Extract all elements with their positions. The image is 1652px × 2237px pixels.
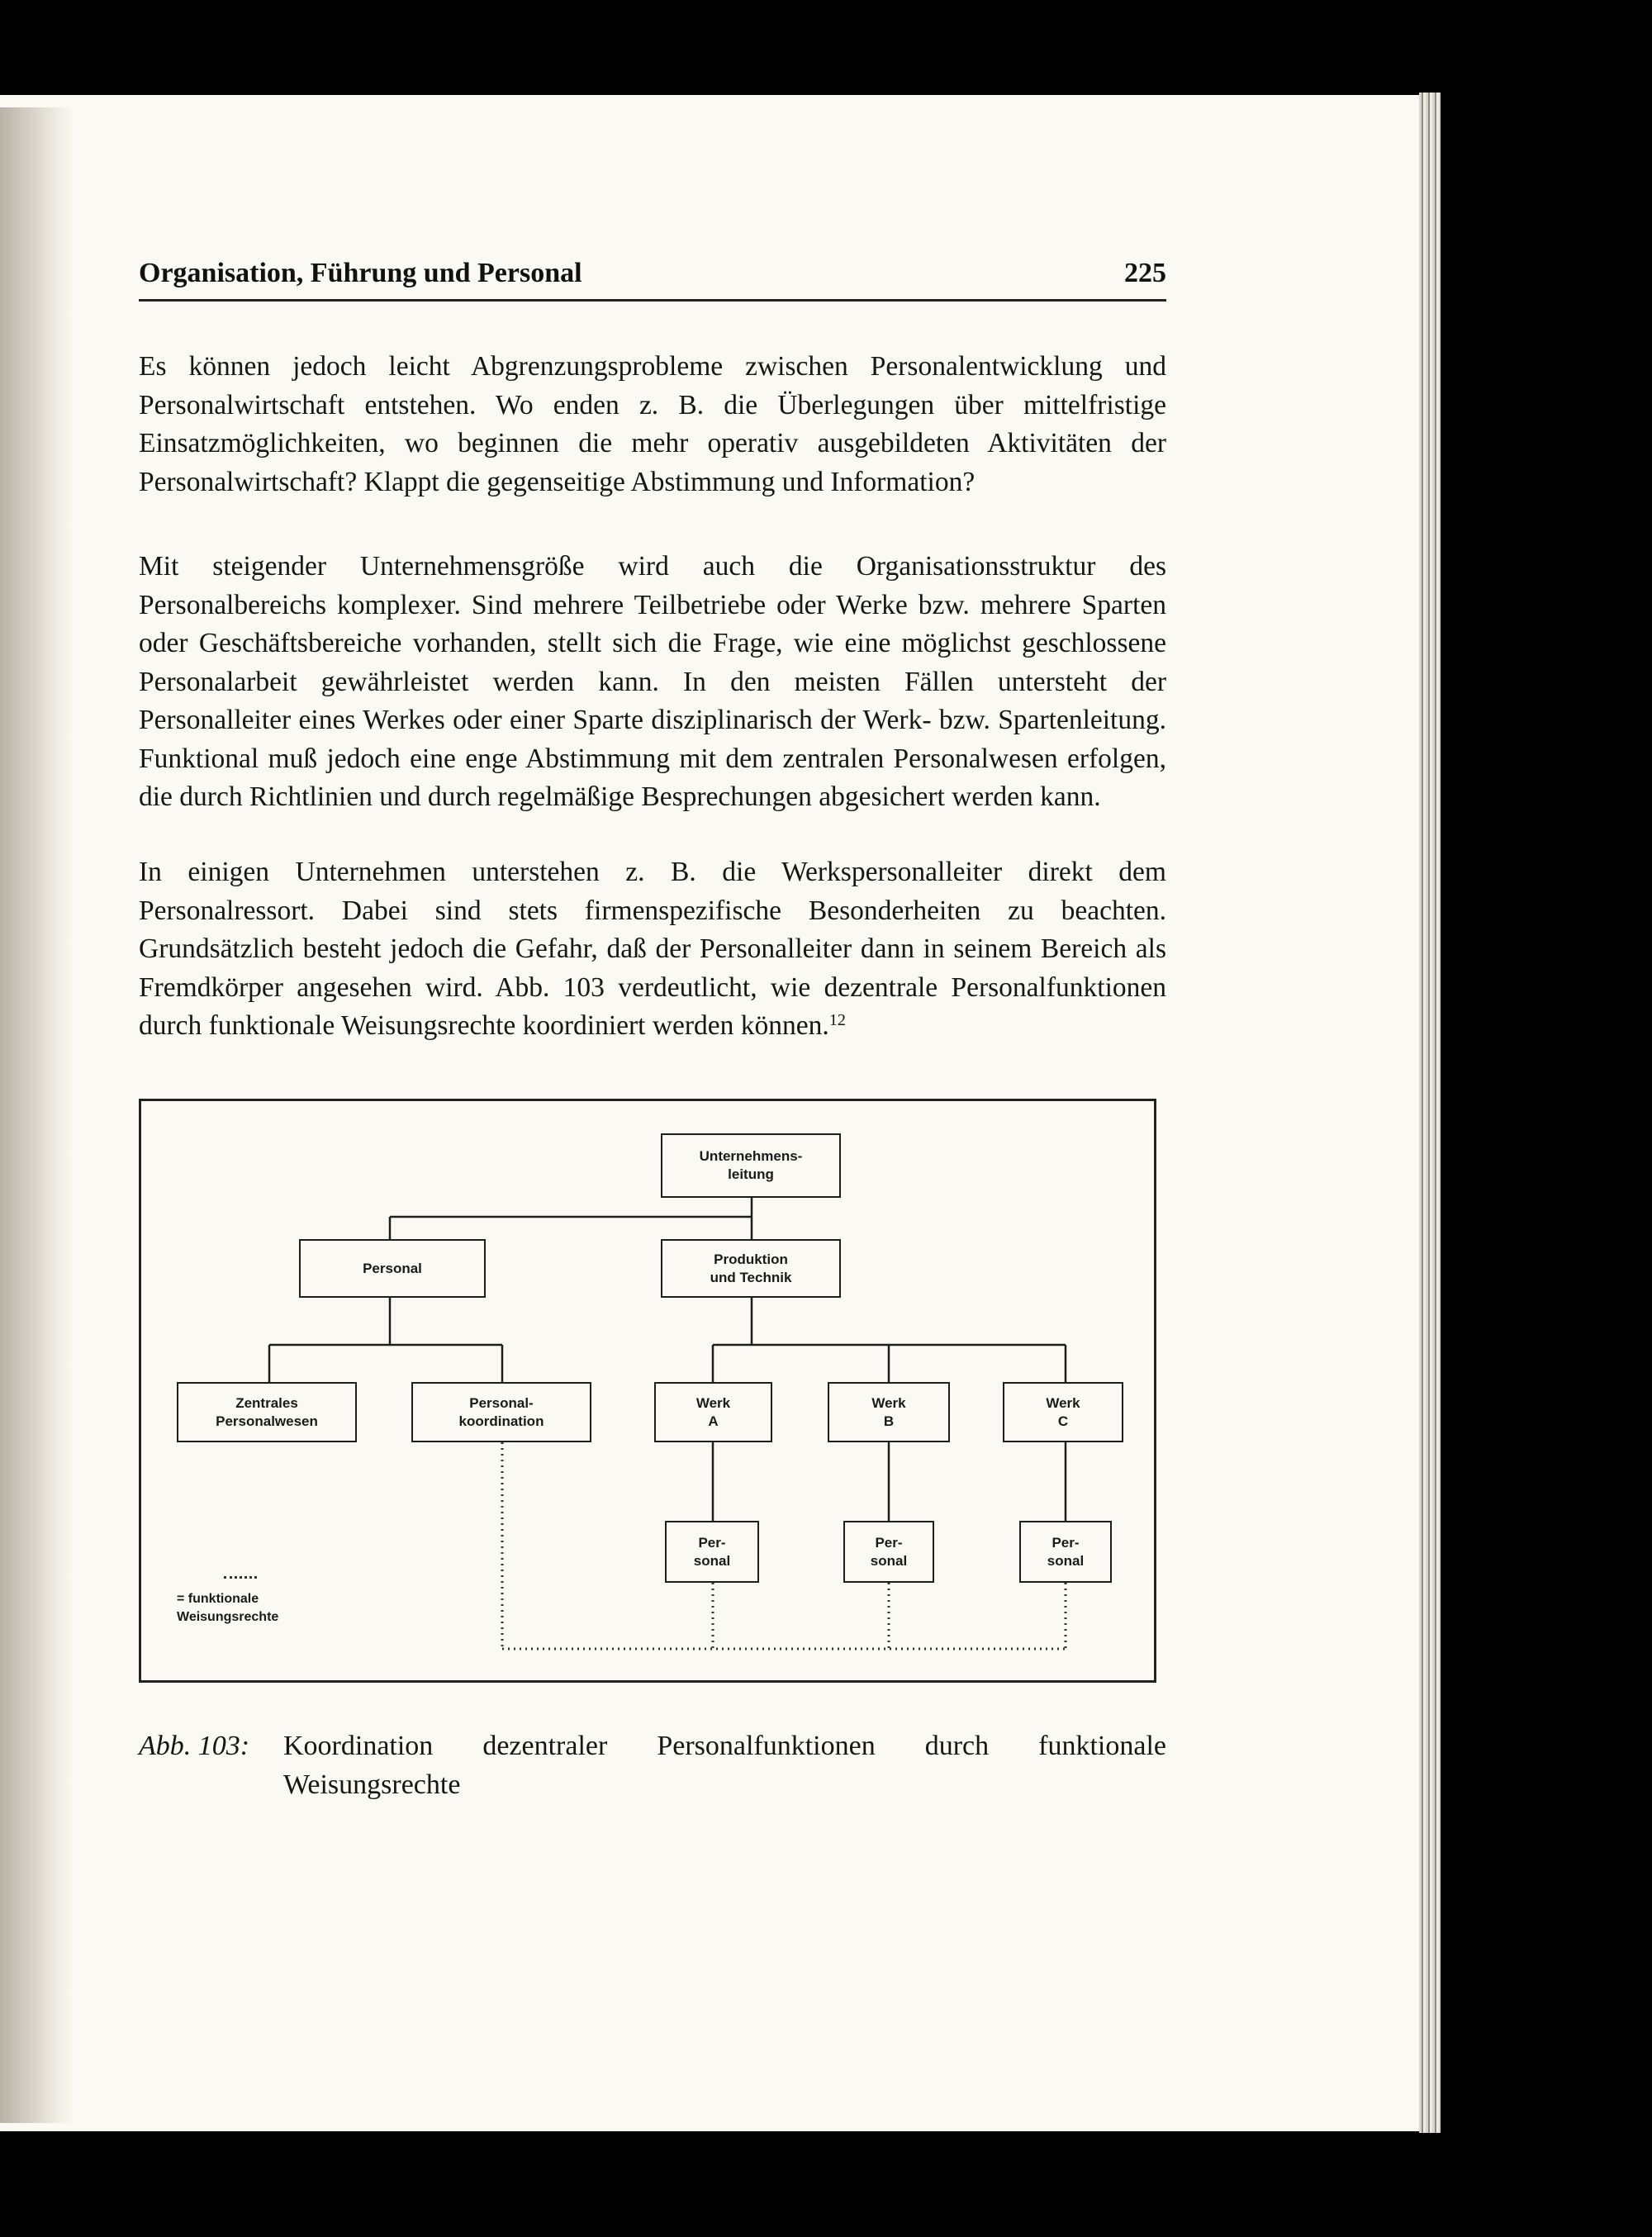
legend-dotted-symbol <box>224 1576 257 1579</box>
box-werk-c: Werk C <box>1003 1382 1123 1442</box>
org-chart-figure <box>139 1099 1156 1683</box>
box-werk-a: Werk A <box>654 1382 772 1442</box>
box-zentrales-personalwesen: Zentrales Personalwesen <box>177 1382 357 1442</box>
paragraph: Es können jedoch leicht Abgrenzungsprobleme zwischen Personalentwicklung und Personalwirtschaft entstehen. Wo enden z. B. die Überlegungen über mittelfristige Einsatzmöglichkeiten, wo beginnen die mehr operativ ausgebildeten Aktivitäten der Personalwirtschaft? Klappt die gegenseitige Abstimmung und Information? <box>139 351 1166 497</box>
footnote-ref: 12 <box>828 1010 846 1029</box>
box-personalkoordination: Personal- koordination <box>411 1382 591 1442</box>
paragraph <box>139 853 1166 1046</box>
paragraph: Mit steigender Unternehmensgröße wird auch die Organisationsstruktur des Personalbereichs komplexer. Sind mehrere Teilbetriebe oder Werke bzw. mehrere Sparten oder Geschäftsbereiche vorhanden, stellt sich die Frage, wie eine möglichst geschlossene Personalarbeit gewährleistet werden kann. In den meisten Fällen untersteht der Personalleiter eines Werkes oder einer Sparte disziplinarisch der Werk- bzw. Spartenleitung. Funktional muß jedoch eine enge Abstimmung mit dem zentralen Personalwesen erfolgen, die durch Richtlinien und durch regelmäßige Besprechungen abgesichert werden kann. <box>139 551 1166 812</box>
running-head <box>139 258 1166 302</box>
box-personal-werk-a: Per- sonal <box>665 1521 759 1583</box>
box-unternehmensleitung: Unternehmens- leitung <box>661 1133 841 1198</box>
chapter-title: Organisation, Führung und Personal <box>139 258 582 288</box>
paragraph-text: In einigen Unternehmen unterstehen z. B. die Werkspersonalleiter direkt dem Personalressort. Dabei sind stets firmenspezifische Besonderheiten zu beachten. Grundsätzlich besteht jedoch die Gefahr, daß der Personalleiter dann in seinem Bereich als Fremdkörper angesehen wird. Abb. 103 verdeutlicht, wie dezentrale Personalfunktionen durch funktionale Weisungsrechte koordiniert werden können. <box>139 857 1166 1041</box>
book-spine-shadow <box>0 107 74 2123</box>
caption-label: Abb. 103: <box>139 1731 250 1761</box>
box-produktion-und-technik: Produktion und Technik <box>661 1239 841 1298</box>
caption-text: Koordination dezentraler Personalfunktionen durch funktionale Weisungsrechte <box>283 1731 1166 1800</box>
figure-caption <box>139 1726 1166 1804</box>
figure-legend: = funktionale Weisungsrechte <box>177 1592 279 1624</box>
page-number: 225 <box>1124 258 1166 288</box>
box-personal-werk-b: Per- sonal <box>843 1521 934 1583</box>
box-werk-b: Werk B <box>828 1382 950 1442</box>
page-edge <box>1419 93 1441 2133</box>
box-personal-werk-c: Per- sonal <box>1019 1521 1112 1583</box>
box-personal: Personal <box>299 1239 486 1298</box>
